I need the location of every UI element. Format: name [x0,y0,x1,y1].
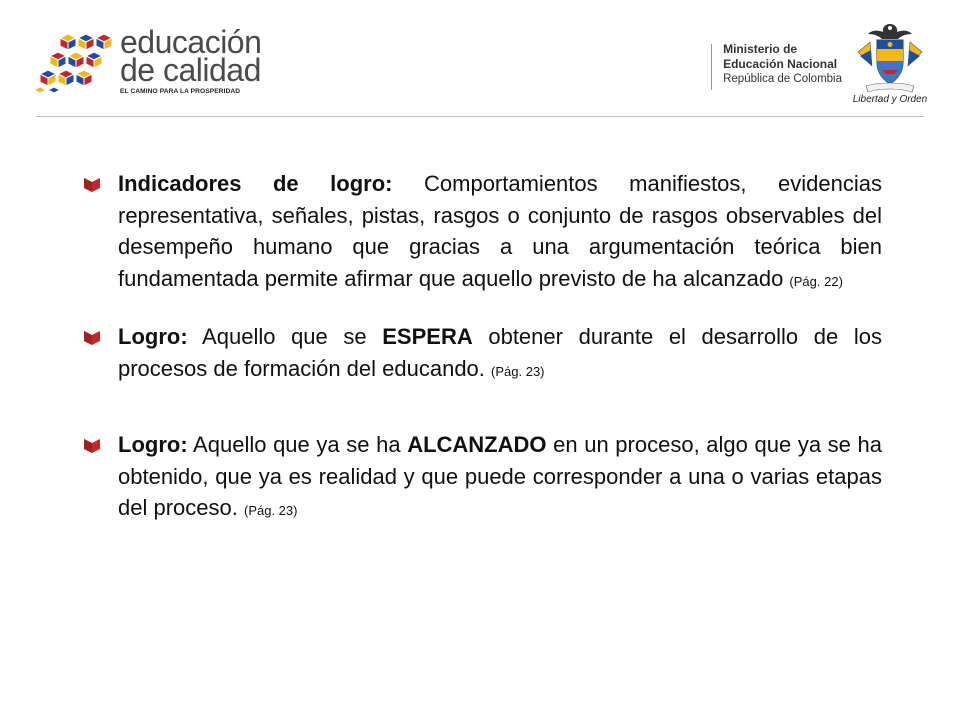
definition-text: obtener durante el desarrollo de los procesos de formación del educando [118,324,882,381]
bullet-item-indicadores [82,168,882,297]
emphasis-alcanzado: ALCANZADO [407,432,547,457]
header-divider [36,116,924,117]
logo-line-1: educación [120,24,262,60]
page-reference: (Pág. 22) [789,273,843,289]
ministry-block [723,42,842,87]
red-chevron-bullet-icon [82,327,102,347]
logo-wordmark [120,24,262,95]
bullet-item-logro-espera [82,321,882,387]
coat-of-arms [852,22,928,112]
definition-period: . [231,495,244,520]
condor-crest-icon [852,22,928,94]
ministry-line-1: Ministerio de [723,42,798,56]
bullet-list [82,168,882,527]
crest-motto: Libertad y Orden [852,94,928,105]
cubes-logo-icon [32,34,116,98]
ministry-divider [711,44,712,90]
emphasis-espera: ESPERA [382,324,473,349]
term-logro: Logro: [118,432,188,457]
ministry-line-2: Educación Nacional [723,57,838,71]
educacion-de-calidad-logo [32,24,272,98]
definition-text: Aquello que se [187,324,383,349]
logo-line-2: de calidad [120,52,261,88]
definition-text: en un proceso, algo que ya se ha obtenido, que ya es realidad y que puede corresponder a una o varias etapas del proceso [118,432,883,520]
ministry-line-3: República de Colombia [723,73,842,85]
page-reference: (Pág. 23) [491,363,545,379]
red-chevron-bullet-icon [82,435,102,455]
bullet-item-logro-alcanzado [82,429,882,527]
definition-text: Comportamientos manifiestos, evidencias representativa, señales, pistas, rasgos o conjunto de rasgos observables del desempeño humano que gracias a una argumentación teórica bien fundamentada permite afirmar que aquello previsto de ha alcanzado [118,171,882,291]
definition-period: . [478,355,492,381]
term-logro: Logro: [118,324,188,349]
definition-text: Aquello que ya se ha [187,432,408,457]
term-indicadores: Indicadores de logro: [118,171,393,196]
red-chevron-bullet-icon [82,174,102,194]
logo-tagline: EL CAMINO PARA LA PROSPERIDAD [120,88,241,95]
page-reference: (Pág. 23) [243,503,298,518]
